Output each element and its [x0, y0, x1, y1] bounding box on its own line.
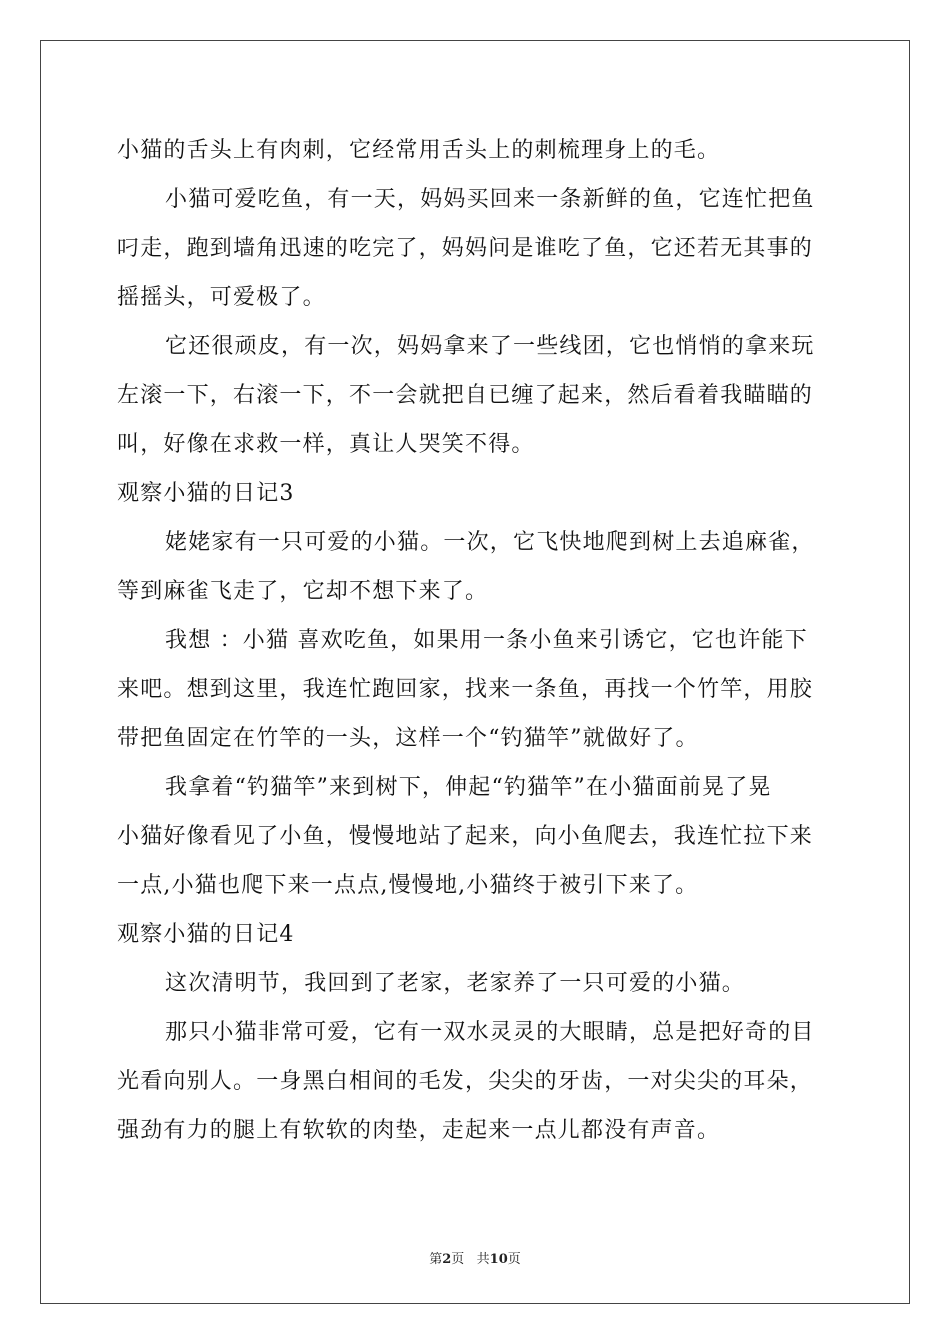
text-line: 小猫好像看见了小鱼，慢慢地站了起来，向小鱼爬去，我连忙拉下来 — [117, 824, 814, 849]
text-line: 光看向别人。一身黑白相间的毛发，尖尖的牙齿，一对尖尖的耳朵， — [117, 1069, 814, 1094]
text-line: 左滚一下，右滚一下，不一会就把自已缠了起来，然后看着我瞄瞄的 — [117, 383, 814, 408]
text-line: 那只小猫非常可爱，它有一双水灵灵的大眼睛，总是把好奇的目 — [165, 1020, 815, 1045]
text-line: 我想 ：小猫 喜欢吃鱼，如果用一条小鱼来引诱它，它也许能下 — [165, 628, 808, 653]
text-line: 叼走，跑到墙角迅速的吃完了，妈妈问是谁吃了鱼，它还若无其事的 — [117, 236, 814, 261]
footer-suffix: 页 — [507, 1252, 521, 1267]
total-page-count: 10 — [489, 1252, 508, 1267]
document-body — [117, 126, 833, 1155]
text-line: 姥姥家有一只可爱的小猫。一次，它飞快地爬到树上去追麻雀， — [165, 530, 815, 555]
footer-prefix: 第 — [429, 1252, 443, 1267]
text-line: 观察小猫的日记4 — [117, 922, 295, 947]
text-line: 等到麻雀飞走了，它却不想下来了。 — [117, 579, 489, 604]
text-line: 它还很顽皮，有一次，妈妈拿来了一些线团，它也悄悄的拿来玩 — [165, 334, 815, 359]
text-line: 摇摇头，可爱极了。 — [117, 285, 326, 310]
text-line: 叫，好像在求救一样，真让人哭笑不得。 — [117, 432, 535, 457]
text-line: 小猫的舌头上有肉刺，它经常用舌头上的刺梳理身上的毛。 — [117, 138, 721, 163]
text-line: 强劲有力的腿上有软软的肉垫，走起来一点儿都没有声音。 — [117, 1118, 721, 1143]
current-page-number: 2 — [442, 1252, 452, 1267]
text-line: 来吧。想到这里，我连忙跑回家，找来一条鱼，再找一个竹竿，用胶 — [117, 677, 814, 702]
text-line: 我拿着“钓猫竿”来到树下，伸起“钓猫竿”在小猫面前晃了晃 — [165, 775, 772, 800]
text-line: 带把鱼固定在竹竿的一头，这样一个“钓猫竿”就做好了。 — [117, 726, 699, 751]
text-line: 小猫可爱吃鱼，有一天，妈妈买回来一条新鲜的鱼，它连忙把鱼 — [165, 187, 815, 212]
footer-middle: 页 共 — [451, 1252, 490, 1267]
page-footer — [0, 1248, 950, 1267]
text-line: 这次清明节，我回到了老家，老家养了一只可爱的小猫。 — [165, 971, 746, 996]
text-line: 一点,小猫也爬下来一点点,慢慢地,小猫终于被引下来了。 — [117, 873, 699, 898]
text-line: 观察小猫的日记3 — [117, 481, 295, 506]
